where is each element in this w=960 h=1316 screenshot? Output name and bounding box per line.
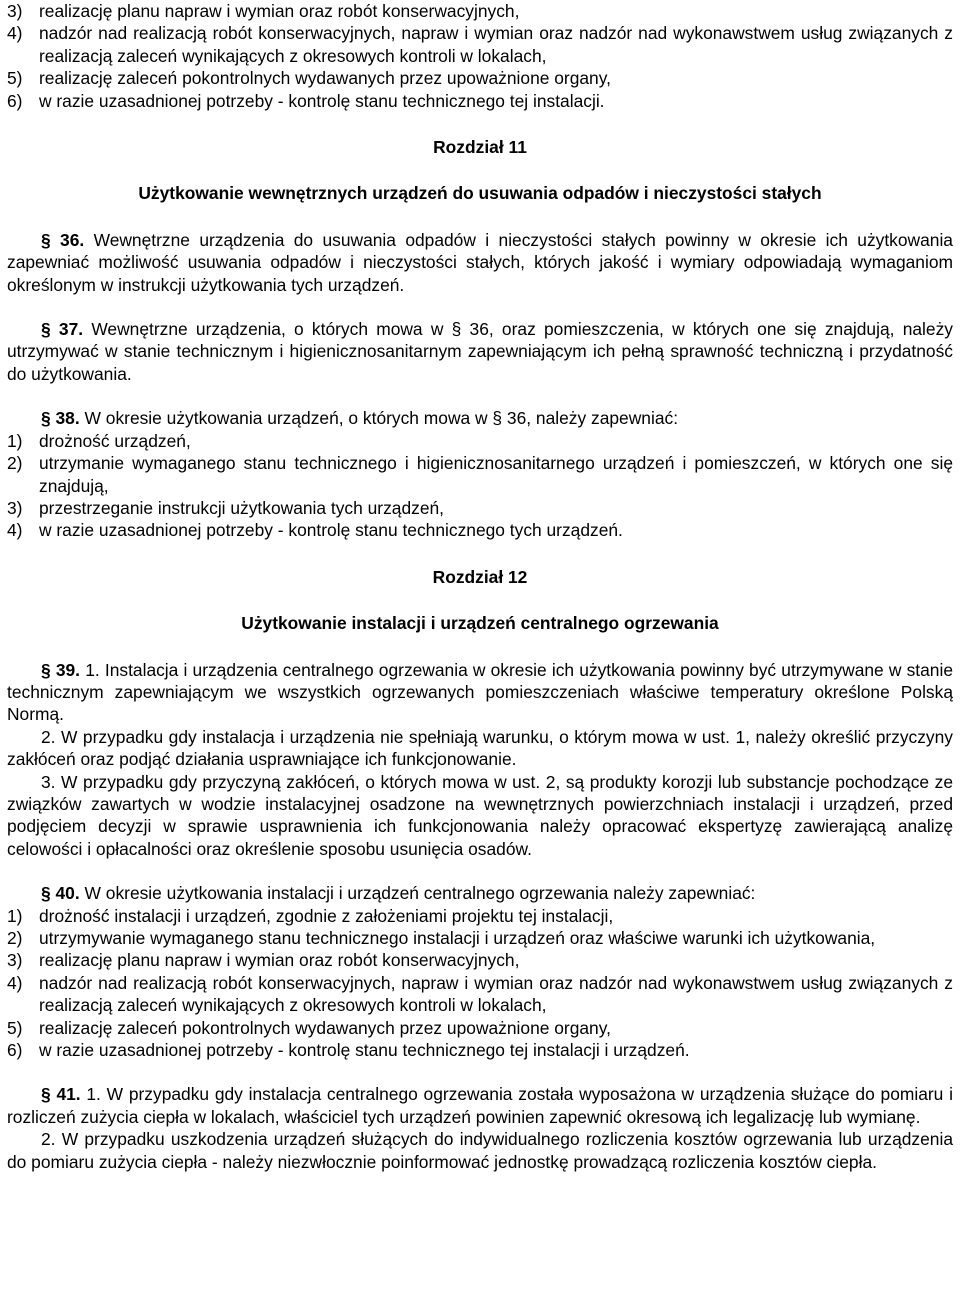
list-item: [7, 497, 953, 519]
list-item-number: 1): [7, 905, 23, 926]
list-item-number: 2): [7, 928, 23, 948]
list-item-text: realizację zaleceń pokontrolnych wydawanych przez upoważnione organy,: [39, 68, 611, 89]
spacer: [7, 1061, 953, 1083]
section-number: 36.: [60, 229, 85, 250]
list-item: [7, 905, 953, 927]
spacer: [7, 860, 953, 882]
spacer: [7, 112, 953, 136]
paragraph-text: Wewnętrzne urządzenia, o których mowa w § 36, oraz pomieszczenia, w których one się znajdują, należy utrzymywać w stanie technicznym i higienicznosanitarnym zapewniającym ich pełną sprawność techniczną i przydatność do użytkowania.: [7, 319, 953, 384]
section-number: 40.: [55, 883, 80, 904]
list-item-text: utrzymywanie wymaganego stanu technicznego instalacji i urządzeń oraz właściwe warunki ich użytkowania,: [39, 928, 876, 948]
list-item-text: w razie uzasadnionej potrzeby - kontrolę stanu technicznego tej instalacji.: [39, 90, 605, 111]
section-number: 39.: [55, 659, 81, 680]
list-item: [7, 972, 953, 1017]
spacer: [7, 588, 953, 612]
list-item: [7, 927, 953, 949]
list-item-text: nadzór nad realizacją robót konserwacyjnych, napraw i wymian oraz nadzór nad wykonawstwem usług związanych z realizacją zaleceń wynikających z okresowych kontroli w lokalach,: [39, 23, 953, 66]
spacer: [7, 205, 953, 229]
list-item-number: 4): [7, 23, 23, 44]
chapter-heading: Rozdział 11: [433, 137, 527, 158]
section-symbol: §: [41, 659, 51, 680]
list-item: [7, 949, 953, 971]
list-item-number: 5): [7, 68, 23, 89]
spacer: [7, 635, 953, 659]
paragraph-text: Instalacja i urządzenia centralnego ogrzewania w okresie ich użytkowania powinny być utrzymywane w stanie technicznym zapewniającym we wszystkich ogrzewanych pomieszczeniach właściwe temperatury określone Polską Normą.: [7, 659, 954, 725]
paragraph-37: [7, 318, 953, 385]
list-item: [7, 519, 953, 541]
section-symbol: §: [41, 229, 51, 250]
section-number: 38.: [55, 408, 80, 429]
list-item-number: 5): [7, 1017, 23, 1038]
spacer: [7, 542, 953, 566]
chapter-heading: Rozdział 12: [432, 566, 528, 587]
list-item-number: 6): [7, 1040, 23, 1061]
list-item-text: realizację zaleceń pokontrolnych wydawanych przez upoważnione organy,: [39, 1017, 611, 1038]
list-item: [7, 67, 953, 89]
spacer: [7, 158, 953, 182]
list-item-text: przestrzeganie instrukcji użytkowania tych urządzeń,: [39, 497, 445, 518]
subsection-number: 1.: [85, 659, 100, 680]
paragraph-36: [7, 229, 953, 296]
list-item-number: 3): [7, 950, 23, 971]
list-item-number: 2): [7, 453, 23, 474]
paragraph-text: W okresie użytkowania instalacji i urządzeń centralnego ogrzewania należy zapewniać:: [79, 883, 756, 904]
section-number: 41.: [56, 1084, 81, 1105]
section-symbol: §: [41, 883, 51, 904]
list-item: [7, 430, 953, 452]
list-item-number: 6): [7, 90, 23, 111]
list-item-text: realizację planu napraw i wymian oraz robót konserwacyjnych,: [39, 950, 520, 971]
list-item-number: 1): [7, 430, 23, 451]
section-symbol: §: [41, 319, 51, 340]
list-item-number: 4): [7, 972, 23, 993]
paragraph-40: [7, 882, 953, 904]
list-item-text: nadzór nad realizacją robót konserwacyjnych, napraw i wymian oraz nadzór nad wykonawstwem usług związanych z realizacją zaleceń wynikających z okresowych kontroli w lokalach,: [39, 972, 953, 1016]
paragraph-39-3: 3. W przypadku gdy przyczyną zakłóceń, o których mowa w ust. 2, są produkty korozji lub substancje pochodzące ze związków zawartych w wodzie instalacyjnej osadzone na wewnętrznych powierzchniach instalacji i urządzeń, przed podjęciem decyzji w sprawie usprawnienia ich funkcjonowania należy opracować ekspertyzę zawierającą analizę celowości i opłacalności oraz określenie sposobu usunięcia osadów.: [7, 771, 953, 859]
paragraph-text: Wewnętrzne urządzenia do usuwania odpadów i nieczystości stałych powinny w okresie ich użytkowania zapewniać możliwość usuwania odpadów i nieczystości stałych, których jakość i wymiary odpowiadają wymaganiom określonym w instrukcji użytkowania tych urządzeń.: [7, 229, 953, 295]
list-item-number: 3): [7, 1, 23, 21]
paragraph-text: W przypadku gdy instalacja centralnego ogrzewania została wyposażona w urządzenia służące do pomiaru i rozliczeń zużycia ciepła w lokalach, właściciel tych urządzeń powinien zapewnić okresową ich legalizację lub wymianę.: [7, 1084, 953, 1127]
list-38: [7, 430, 953, 542]
paragraph-41-2: 2. W przypadku uszkodzenia urządzeń służących do indywidualnego rozliczenia kosztów ogrzewania lub urządzenia do pomiaru zużycia ciepła - należy niezwłocznie poinformować jednostkę prowadzącą rozliczenia kosztów ciepła.: [7, 1129, 953, 1172]
list-item-text: realizację planu napraw i wymian oraz robót konserwacyjnych,: [39, 1, 520, 21]
list-item: [7, 90, 953, 112]
subsection-number: 1.: [86, 1084, 101, 1105]
chapter-title: Użytkowanie wewnętrznych urządzeń do usuwania odpadów i nieczystości stałych: [138, 183, 822, 204]
list-item-number: 4): [7, 520, 23, 541]
section-symbol: §: [41, 408, 51, 429]
list-item-number: 3): [7, 497, 23, 518]
list-item-text: utrzymanie wymaganego stanu technicznego i higienicznosanitarnego urządzeń i pomieszczeń, w których one się znajdują,: [39, 453, 953, 496]
paragraph-41: [7, 1083, 953, 1128]
list-item: [7, 1017, 953, 1039]
section-symbol: §: [41, 1084, 51, 1105]
spacer: [7, 296, 953, 318]
paragraph-39: [7, 659, 953, 726]
top-list: [7, 0, 953, 112]
list-item-text: drożność urządzeń,: [39, 430, 191, 451]
paragraph-38: [7, 407, 953, 429]
chapter-title: Użytkowanie instalacji i urządzeń centralnego ogrzewania: [241, 613, 719, 634]
section-number: 37.: [58, 319, 84, 340]
list-item-text: drożność instalacji i urządzeń, zgodnie z założeniami projektu tej instalacji,: [39, 905, 614, 926]
list-item-text: w razie uzasadnionej potrzeby - kontrolę stanu technicznego tej instalacji i urządzeń.: [39, 1040, 690, 1061]
list-item: [7, 452, 953, 497]
spacer: [7, 385, 953, 407]
list-item: [7, 22, 953, 67]
list-40: [7, 905, 953, 1062]
paragraph-39-2: 2. W przypadku gdy instalacja i urządzenia nie spełniają warunku, o którym mowa w ust. 1, należy określić przyczyny zakłóceń oraz podjąć działania usprawniające ich funkcjonowanie.: [7, 726, 953, 770]
list-item: [7, 0, 953, 22]
list-item: [7, 1039, 953, 1061]
paragraph-text: W okresie użytkowania urządzeń, o których mowa w § 36, należy zapewniać:: [79, 408, 679, 429]
list-item-text: w razie uzasadnionej potrzeby - kontrolę stanu technicznego tych urządzeń.: [39, 520, 623, 541]
